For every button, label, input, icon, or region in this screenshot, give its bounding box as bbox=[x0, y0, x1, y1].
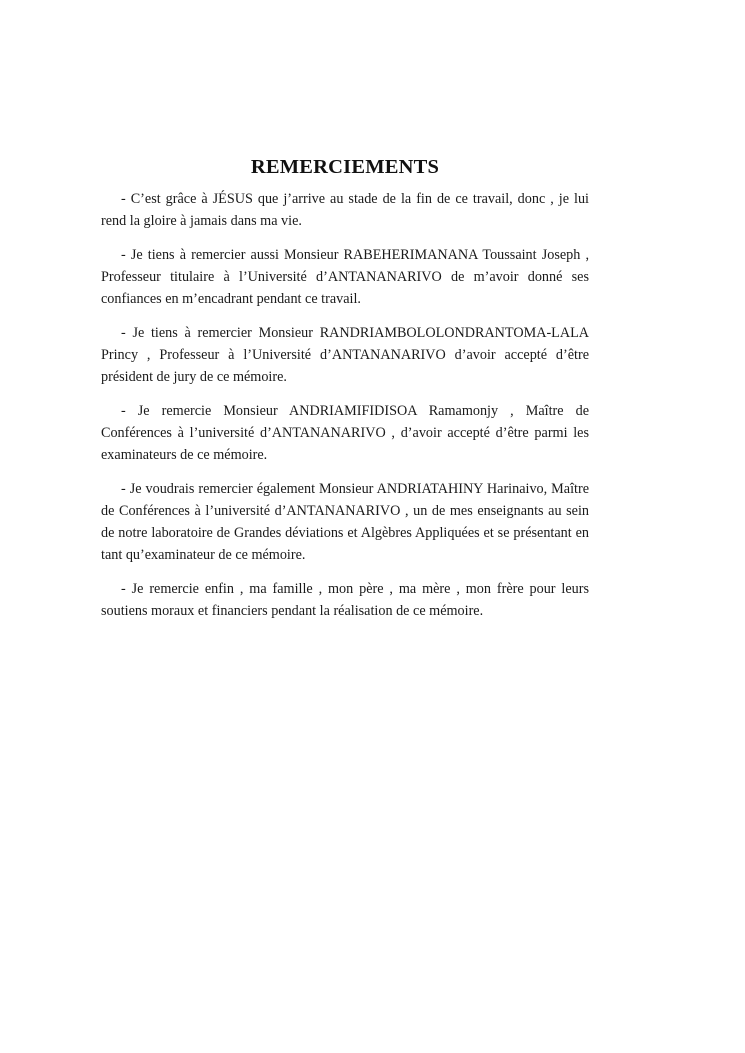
acknowledgements-page bbox=[101, 154, 589, 634]
paragraph-jury-president: - Je tiens à remercier Monsieur RANDRIAMBOLOLONDRANTOMA-LALA Princy , Professeur à l’Université d’ANTANANARIVO d’avoir accepté d’être président de jury de ce mémoire. bbox=[101, 325, 589, 385]
paragraph-examiner-2: - Je voudrais remercier également Monsieur ANDRIATAHINY Harinaivo, Maître de Conférences à l’université d’ANTANANARIVO , un de mes enseignants au sein de notre laboratoire de Grandes déviations et Algèbres Appliquées et se présentant en tant qu’examinateur de ce mémoire. bbox=[101, 481, 589, 563]
page-title: REMERCIEMENTS bbox=[250, 156, 440, 178]
paragraph-examiner-1: - Je remercie Monsieur ANDRIAMIFIDISOA Ramamonjy , Maître de Conférences à l’université d’ANTANANARIVO , d’avoir accepté d’être parmi les examinateurs de ce mémoire. bbox=[101, 403, 589, 463]
paragraph-jesus: - C’est grâce à JÉSUS que j’arrive au stade de la fin de ce travail, donc , je lui rend la gloire à jamais dans ma vie. bbox=[101, 191, 589, 229]
paragraph-family: - Je remercie enfin , ma famille , mon père , ma mère , mon frère pour leurs soutiens moraux et financiers pendant la réalisation de ce mémoire. bbox=[101, 581, 589, 619]
paragraph-supervisor: - Je tiens à remercier aussi Monsieur RABEHERIMANANA Toussaint Joseph , Professeur titulaire à l’Université d’ANTANANARIVO de m’avoir donné ses confiances en m’encadrant pendant ce travail. bbox=[101, 247, 589, 307]
